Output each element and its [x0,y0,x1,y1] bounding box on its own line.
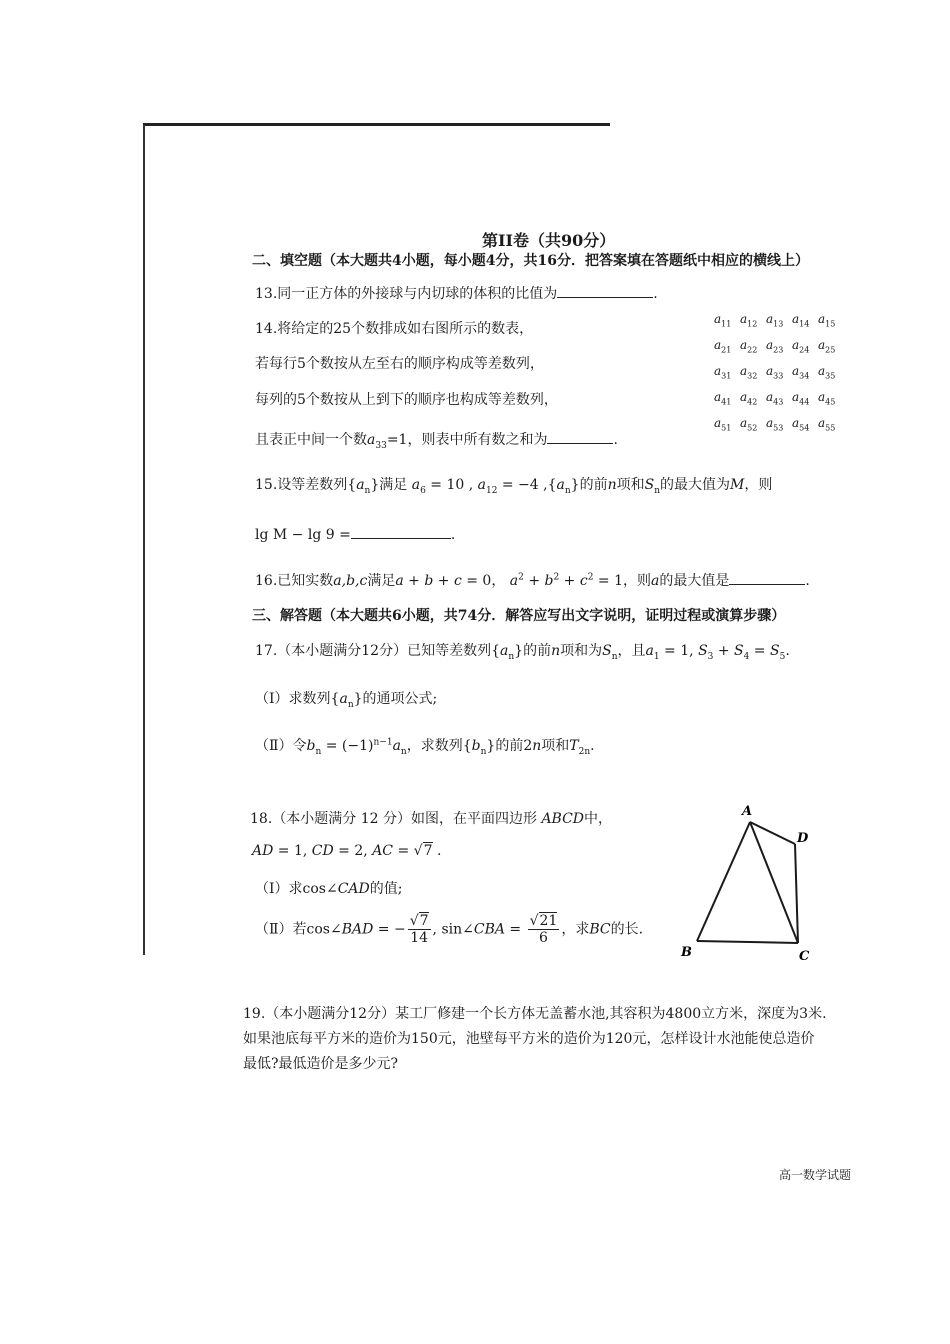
question-14-line3: 每列的5个数按从上到下的顺序也构成等差数列， [255,392,558,408]
table-cell: $a_{54}$ [792,416,810,433]
vertex-label-b: B [681,945,692,960]
table-row [714,338,844,364]
question-17-part1: （Ⅰ）求数列$\{a_n\}$的通项公式; [255,691,438,710]
table-cell: $a_{11}$ [714,312,732,329]
table-cell: $a_{13}$ [766,312,784,329]
table-row [714,416,844,442]
page-footer: 高一数学试题 [779,1168,852,1182]
table-cell: $a_{12}$ [740,312,758,329]
table-cell: $a_{55}$ [818,416,836,433]
edge-ac [750,822,798,943]
section2-heading: 二、填空题（本大题共4小题，每小题4分，共16分．把答案填在答题纸中相应的横线上） [252,253,809,269]
table-cell: $a_{31}$ [714,364,732,381]
table-cell: $a_{53}$ [766,416,784,433]
question-16: 16.已知实数a,b,c满足a + b + c = 0， $a^2 + b^2 + c^2 = 1$，则a的最大值是 . [255,570,810,590]
question-17-line1: 17.（本小题满分12分）已知等差数列$\{a_n\}$的前n项和为$S_n$，且$a_1 = 1$, $S_3 + S_4 = S_5$. [255,643,790,662]
quadrilateral-figure [675,798,825,968]
table-cell: $a_{52}$ [740,416,758,433]
question-19-line1: 19.（本小题满分12分）某工厂修建一个长方体无盖蓄水池,其容积为4800立方米，深度为3米. [243,1006,827,1022]
top-rule [143,123,610,126]
answer-blank[interactable] [557,283,653,298]
answer-blank[interactable] [351,524,451,539]
table-cell: $a_{23}$ [766,338,784,355]
table-cell: $a_{15}$ [818,312,836,329]
part-title: 第II卷（共90分） [482,231,616,250]
answer-blank[interactable] [547,429,613,444]
table-cell: $a_{42}$ [740,390,758,407]
table-cell: $a_{14}$ [792,312,810,329]
table-cell: $a_{44}$ [792,390,810,407]
vertex-label-d: D [797,831,809,846]
section3-heading: 三、解答题（本大题共6小题，共74分．解答应写出文字说明，证明过程或演算步骤） [252,608,786,624]
edge-ab [697,822,750,941]
table-row [714,390,844,416]
table-cell: $a_{24}$ [792,338,810,355]
question-15-line2: lg M − lg 9 = . [255,524,455,543]
question-15-line1: 15.设等差数列$\{a_n\}$满足 $a_6 = 10$ , $a_{12} = -4$ $,\{a_n\}$的前n项和$S_n$的最大值为M，则 [255,477,773,496]
edge-bc [697,941,798,943]
question-18-line1: 18.（本小题满分 12 分）如图，在平面四边形 ABCD中， [250,811,613,827]
table-cell: $a_{35}$ [818,364,836,381]
question-19-line2: 如果池底每平方米的造价为150元，池壁每平方米的造价为120元，怎样设计水池能使总造价 [243,1031,815,1047]
question-19-line3: 最低?最低造价是多少元? [243,1056,399,1072]
table-cell: $a_{32}$ [740,364,758,381]
number-table [714,312,844,442]
table-cell: $a_{51}$ [714,416,732,433]
vertex-label-a: A [742,804,753,819]
answer-blank[interactable] [729,570,805,585]
question-14-line2: 若每行5个数按从左至右的顺序构成等差数列， [255,356,544,372]
table-cell: $a_{34}$ [792,364,810,381]
table-cell: $a_{43}$ [766,390,784,407]
edge-dc [795,844,798,943]
table-row [714,312,844,338]
table-cell: $a_{22}$ [740,338,758,355]
question-18-given: AD = 1, CD = 2, AC = √7 . [252,843,442,859]
question-18-part1: （Ⅰ）求cos∠CAD的值; [255,881,403,897]
table-cell: $a_{21}$ [714,338,732,355]
question-13: 13.同一正方体的外接球与内切球的体积的比值为 . [255,283,658,303]
table-cell: $a_{25}$ [818,338,836,355]
question-18-part2: （Ⅱ）若cos∠BAD = − $\frac{√7}{14}$ , sin∠CBA = $\frac{√21}{6}$ ，求BC的长. [255,913,644,946]
question-14-line4: 且表正中间一个数$a_{33}=1$，则表中所有数之和为 . [255,429,618,451]
question-17-part2: （Ⅱ）令$b_n = (-1)^{n-1}a_n$，求数列$\{b_n\}$的前2n项和$T_{2n}$. [255,737,595,757]
question-14-line1: 14.将给定的25个数排成如右图所示的数表， [255,321,534,337]
left-rule [143,125,145,955]
table-cell: $a_{41}$ [714,390,732,407]
table-cell: $a_{45}$ [818,390,836,407]
table-row [714,364,844,390]
table-cell: $a_{33}$ [766,364,784,381]
vertex-label-c: C [799,949,810,964]
